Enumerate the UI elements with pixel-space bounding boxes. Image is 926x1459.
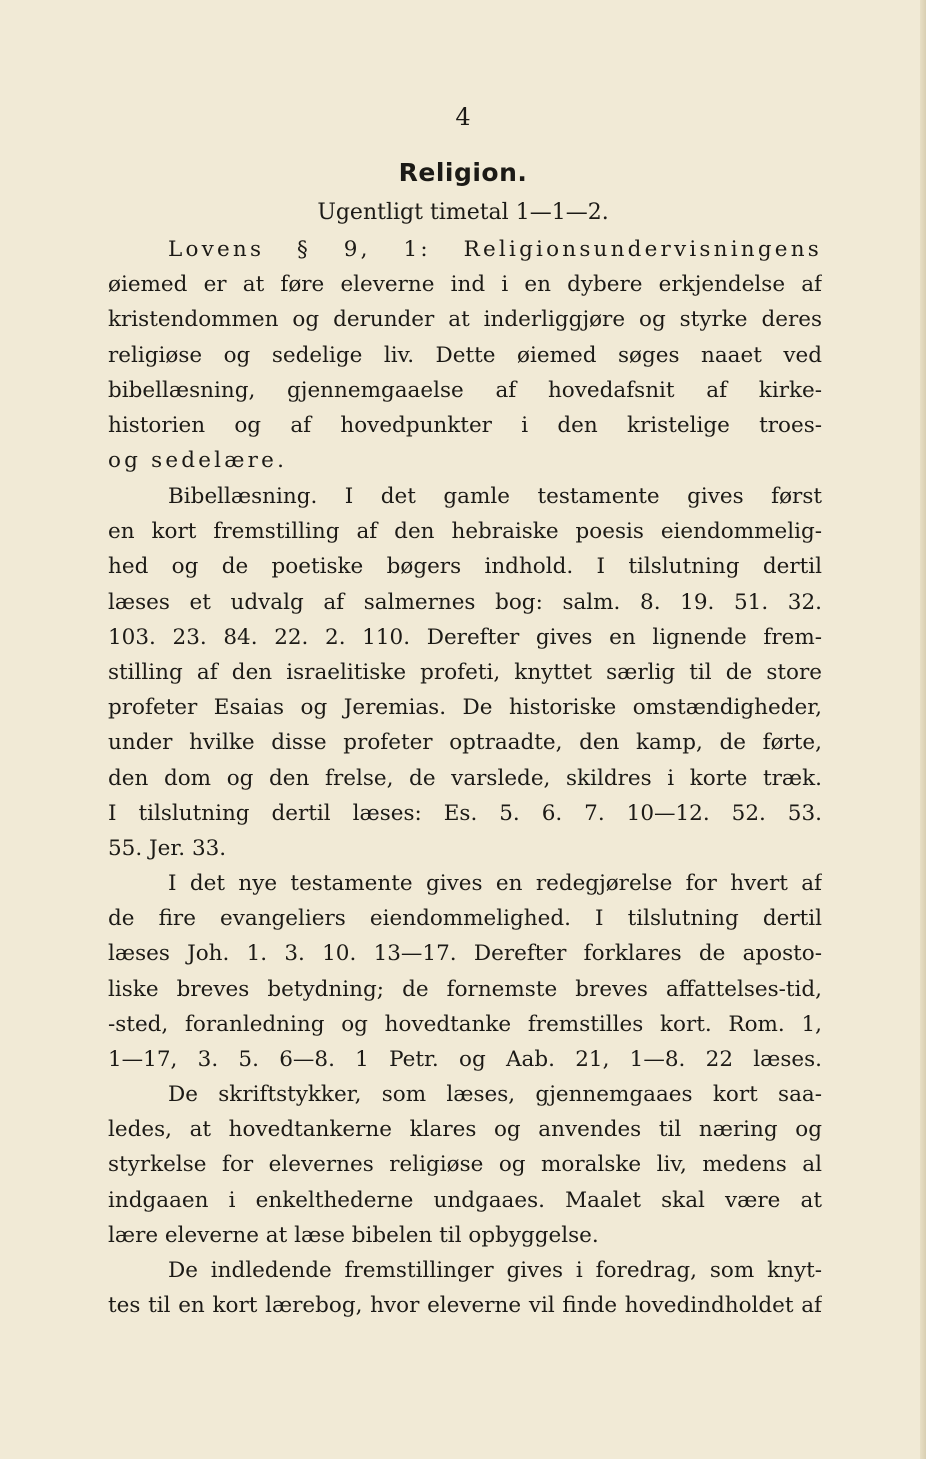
text-line: en kort fremstilling af den hebraiske poesis eiendommelig- bbox=[108, 519, 822, 545]
text-line: hed og de poetiske bøgers indhold. I tilslutning dertil bbox=[108, 554, 822, 580]
text-line: De skriftstykker, som læses, gjennemgaaes kort saa- bbox=[168, 1082, 822, 1107]
text-line: 103. 23. 84. 22. 2. 110. Derefter gives en lignende frem- bbox=[108, 624, 822, 650]
text-line: styrkelse for elevernes religiøse og moralske liv, medens al bbox=[108, 1152, 822, 1178]
text-line: Bibellæsning. I det gamle testamente gives først bbox=[168, 484, 822, 509]
text-line: de fire evangeliers eiendommelighed. I tilslutning dertil bbox=[108, 906, 822, 932]
text-line: profeter Esaias og Jeremias. De historiske omstændigheder, bbox=[108, 695, 822, 721]
text-line: I tilslutning dertil læses: Es. 5. 6. 7. 10—12. 52. 53. bbox=[108, 800, 822, 826]
paragraph-law bbox=[108, 232, 822, 478]
text-line: lære eleverne at læse bibelen til opbyggelse. bbox=[108, 1222, 599, 1248]
text-line: 55. Jer. 33. bbox=[108, 835, 227, 861]
paragraph-new-testament bbox=[108, 866, 822, 1077]
text-line: -sted, foranledning og hovedtanke fremstilles kort. Rom. 1, bbox=[108, 1011, 822, 1037]
text-line: religiøse og sedelige liv. Dette øiemed søges naaet ved bbox=[108, 342, 822, 368]
text-line: De indledende fremstillinger gives i foredrag, som knyt- bbox=[168, 1258, 822, 1283]
hours-per-week: Ugentligt timetal 1—1—2. bbox=[317, 200, 609, 225]
text-line: øiemed er at føre eleverne ind i en dybere erkjendelse af bbox=[108, 272, 822, 298]
paragraph-scriptures bbox=[108, 1077, 822, 1253]
text-line: liske breves betydning; de fornemste breves affattelses-tid, bbox=[108, 976, 822, 1002]
paragraph-introductions bbox=[108, 1253, 822, 1323]
text-line: 1—17, 3. 5. 6—8. 1 Petr. og Aab. 21, 1—8. 22 læses. bbox=[108, 1046, 822, 1072]
text-line: under hvilke disse profeter optraadte, den kamp, de førte, bbox=[108, 730, 822, 756]
text-line: og sedelære. bbox=[108, 448, 288, 474]
paragraph-bible-reading bbox=[108, 479, 822, 866]
page-number: 4 bbox=[455, 103, 471, 131]
text-line: stilling af den israelitiske profeti, knyttet særlig til de store bbox=[108, 659, 822, 685]
text-line: læses Joh. 1. 3. 10. 13—17. Derefter forklares de aposto- bbox=[108, 941, 822, 967]
text-line: tes til en kort lærebog, hvor eleverne vil finde hovedindholdet af bbox=[108, 1293, 822, 1319]
text-line: Lovens § 9, 1: Religionsundervisningens bbox=[168, 237, 822, 262]
text-line: bibellæsning, gjennemgaaelse af hovedafsnit af kirke- bbox=[108, 377, 822, 403]
text-line: indgaaen i enkelthederne undgaaes. Maalet skal være at bbox=[108, 1187, 822, 1213]
text-line: ledes, at hovedtankerne klares og anvendes til næring og bbox=[108, 1117, 822, 1143]
text-line: historien og af hovedpunkter i den kristelige troes- bbox=[108, 412, 822, 438]
text-line: læses et udvalg af salmernes bog: salm. 8. 19. 51. 32. bbox=[108, 589, 822, 615]
text-line: den dom og den frelse, de varslede, skildres i korte træk. bbox=[108, 765, 822, 791]
text-line: I det nye testamente gives en redegjørelse for hvert af bbox=[168, 871, 822, 896]
section-heading: Religion. bbox=[398, 158, 528, 187]
text-line: kristendommen og derunder at inderliggjøre og styrke deres bbox=[108, 307, 822, 333]
